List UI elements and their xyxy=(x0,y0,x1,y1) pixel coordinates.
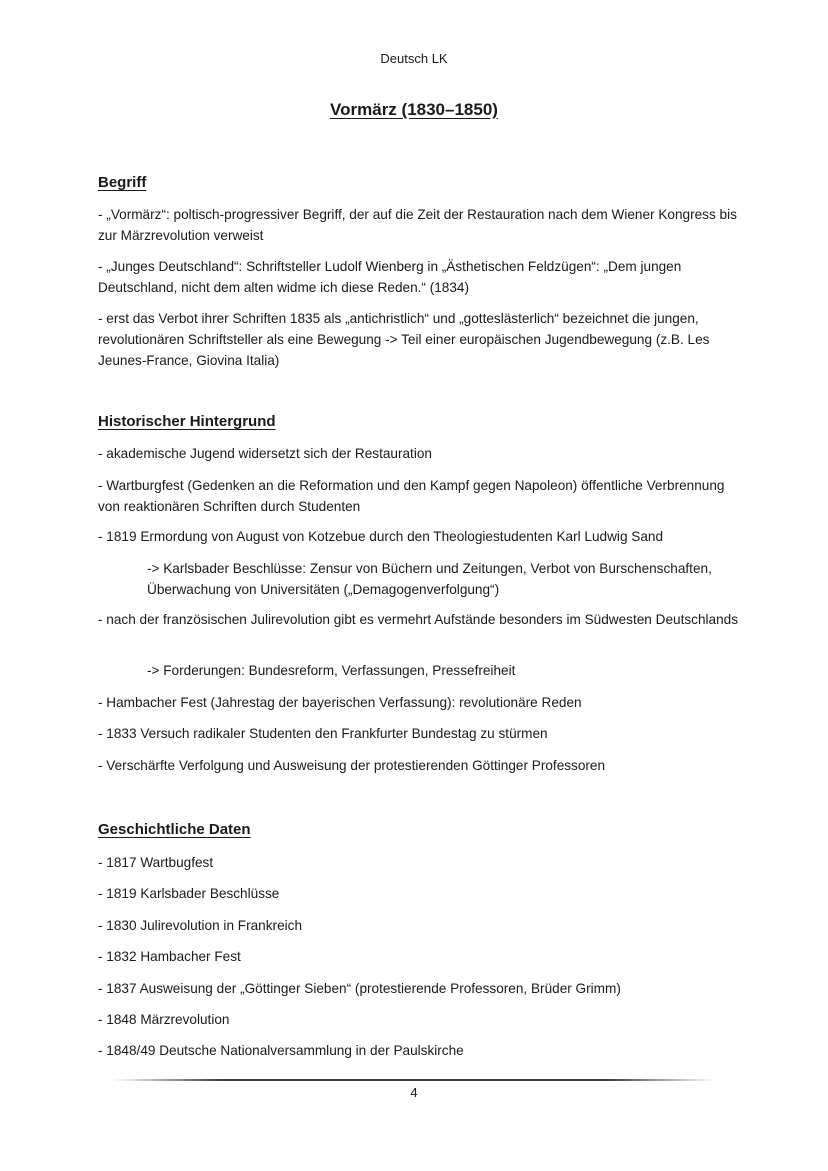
hintergrund-item: - nach der französischen Julirevolution gibt es vermehrt Aufstände besonders im Südwesten Deutschlands xyxy=(98,612,739,627)
hintergrund-item: - 1833 Versuch radikaler Studenten den Frankfurter Bundestag zu stürmen xyxy=(98,726,548,741)
section-heading-hintergrund: Historischer Hintergrund xyxy=(98,413,276,430)
hintergrund-item: - Verschärfte Verfolgung und Ausweisung der protestierenden Göttinger Professoren xyxy=(98,758,606,773)
page-header: Deutsch LK xyxy=(380,51,448,66)
hintergrund-item: - Wartburgfest (Gedenken an die Reformation und den Kampf gegen Napoleon) öffentliche Verbrennung von reaktionären Schriften durch Studenten xyxy=(98,478,725,514)
section-heading-daten: Geschichtliche Daten xyxy=(98,821,251,838)
hintergrund-subitem: -> Forderungen: Bundesreform, Verfassungen, Pressefreiheit xyxy=(147,663,516,678)
daten-item: - 1817 Wartbugfest xyxy=(98,855,214,870)
daten-item: - 1832 Hambacher Fest xyxy=(98,949,241,964)
daten-item: - 1830 Julirevolution in Frankreich xyxy=(98,918,303,933)
footer-divider xyxy=(113,1079,715,1081)
hintergrund-subitem: -> Karlsbader Beschlüsse: Zensur von Büchern und Zeitungen, Verbot von Burschenschaften, Überwachung von Universitäten („Demagogenverfolgung“) xyxy=(147,561,712,597)
document-title: Vormärz (1830–1850) xyxy=(330,100,498,119)
begriff-item-vormaerz: - „Vormärz“: poltisch-progressiver Begriff, der auf die Zeit der Restauration nach dem Wiener Kongress bis zur Märzrevolution verweist xyxy=(98,207,737,243)
daten-item: - 1837 Ausweisung der „Göttinger Sieben“ (protestierende Professoren, Brüder Grimm) xyxy=(98,981,621,996)
hintergrund-item: - 1819 Ermordung von August von Kotzebue durch den Theologiestudenten Karl Ludwig Sand xyxy=(98,529,664,544)
hintergrund-item: - Hambacher Fest (Jahrestag der bayerischen Verfassung): revolutionäre Reden xyxy=(98,695,582,710)
page-number: 4 xyxy=(410,1085,418,1100)
hintergrund-item: - akademische Jugend widersetzt sich der Restauration xyxy=(98,446,432,461)
begriff-item-junges-deutschland: - „Junges Deutschland“: Schriftsteller Ludolf Wienberg in „Ästhetischen Feldzügen“: „Dem jungen Deutschland, nicht dem alten widme ich diese Reden.“ (1834) xyxy=(98,259,682,295)
daten-item: - 1848/49 Deutsche Nationalversammlung in der Paulskirche xyxy=(98,1043,464,1058)
begriff-item-verbot: - erst das Verbot ihrer Schriften 1835 als „antichristlich“ und „gotteslästerlich“ bezeichnet die jungen, revolutionären Schriftsteller als eine Bewegung -> Teil einer europäischen Jugendbewegung (z.B. Les Jeunes-France, Giovina Italia) xyxy=(98,311,710,368)
daten-item: - 1819 Karlsbader Beschlüsse xyxy=(98,886,280,901)
section-heading-begriff: Begriff xyxy=(98,174,147,191)
daten-item: - 1848 Märzrevolution xyxy=(98,1012,230,1027)
